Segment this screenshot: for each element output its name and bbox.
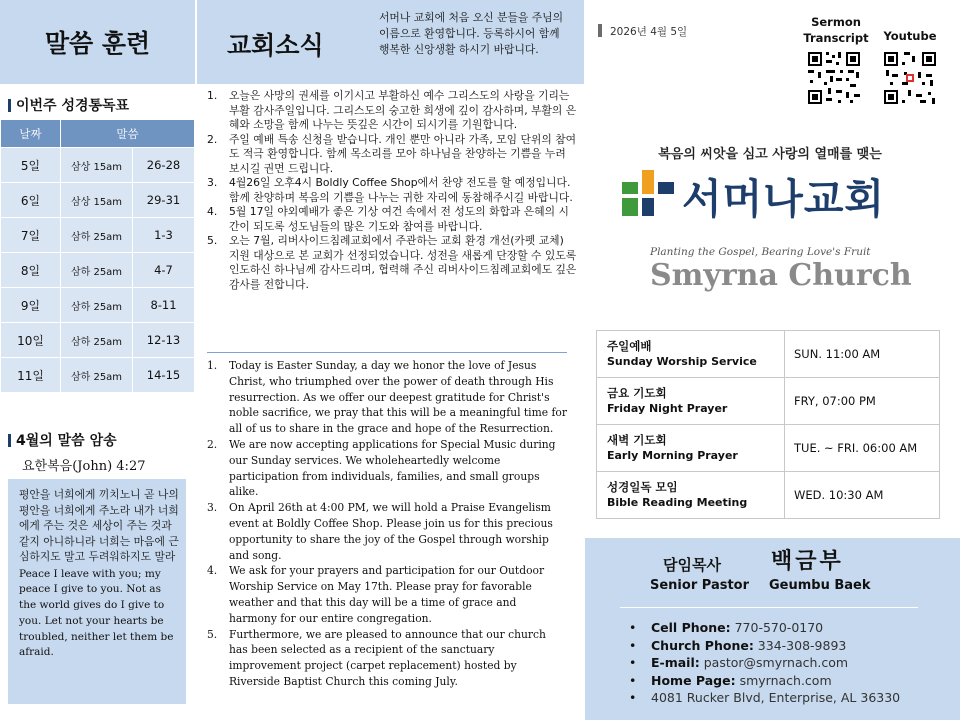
service-time: TUE. ~ FRI. 06:00 AM (785, 425, 940, 472)
news-number: 1. (207, 359, 218, 372)
pastor-title-en: Senior Pastor (650, 578, 750, 593)
reading-chapters: 29-31 (133, 183, 195, 218)
reading-chapters: 14-15 (133, 358, 195, 393)
korean-news-item (207, 176, 577, 205)
english-news-item (207, 627, 567, 690)
memory-en-text: Peace I leave with you; my peace I give to you. Not as the world gives do I give to you. Let not your hearts be troubled, neither let them be afraid. (19, 567, 174, 659)
news-number: 4. (207, 205, 218, 218)
service-row (597, 331, 940, 378)
english-news-item (207, 358, 567, 437)
bullet-icon: • (629, 690, 637, 705)
contact-item (629, 654, 954, 672)
news-text: 오는 7월, 리버사이드침례교회에서 주관하는 교회 환경 개선(카펫 교체) 지원 대상으로 본 교회가 선정되었습니다. 성전을 새롭게 단장할 수 있도록 인도하신 하나님께 감사드리며, 협력해 주신 리버사이드침례교회에도 깊은 감사를 전합니다. (229, 234, 577, 291)
qr2-label: Youtube (883, 29, 937, 43)
reading-row (1, 218, 195, 253)
service-name (597, 472, 785, 519)
reading-table (0, 119, 195, 393)
news-number: 1. (207, 89, 218, 102)
middle-header (197, 0, 584, 84)
bulletin-date: 2026년 4월 5일 (610, 26, 688, 38)
news-text: We ask for your prayers and participation for our Outdoor Worship Service on May 17th. Please pray for favorable weather and that this day will be a time of grace and harmony for our entire congregation. (229, 564, 545, 625)
reading-chapters: 12-13 (133, 323, 195, 358)
korean-news-item (207, 89, 577, 133)
service-name (597, 331, 785, 378)
reading-chapters: 4-7 (133, 253, 195, 288)
contact-item (629, 689, 954, 707)
service-name-en: Bible Reading Meeting (607, 496, 748, 509)
service-name-en: Friday Night Prayer (607, 402, 728, 415)
bullet-icon: • (629, 672, 637, 688)
reading-row (1, 253, 195, 288)
memory-title: 4월의 말씀 암송 (8, 430, 193, 450)
english-news-item (207, 563, 567, 626)
korean-news-item (207, 205, 577, 234)
bullet-icon: • (629, 655, 637, 670)
bullet-icon: • (629, 637, 637, 653)
contact-list (629, 619, 954, 707)
contact-item (629, 619, 954, 637)
english-news-item (207, 437, 567, 500)
contact-item (629, 672, 954, 690)
service-row (597, 425, 940, 472)
reading-row (1, 148, 195, 183)
middle-header-title: 교회소식 (227, 31, 324, 60)
memory-ko-text: 평안을 너희에게 끼치노니 곧 나의 평안을 너희에게 주노라 내가 너희에게 주는 것은 세상이 주는 것과 같지 아니하니라 너희는 마음에 근심하지도 말고 두려워하지도 말라 (19, 488, 179, 563)
welcome-text: 서머나 교회에 처음 오신 분들을 주님의 이름으로 환영합니다. 등록하시어 함께 행복한 신앙생활 하시기 바랍니다. (379, 11, 564, 56)
reading-day: 10일 (1, 323, 61, 358)
service-time: FRY, 07:00 PM (785, 378, 940, 425)
contact-value[interactable]: 770-570-0170 (730, 620, 824, 635)
reading-book: 삼하 25am (61, 218, 133, 253)
news-divider (207, 352, 567, 353)
reading-book: 삼하 25am (61, 253, 133, 288)
service-times-table (596, 330, 940, 519)
church-logo-icon (620, 168, 676, 218)
contact-label: E-mail: (651, 655, 700, 670)
english-news-list (207, 358, 567, 690)
reading-chapters: 26-28 (133, 148, 195, 183)
youtube-qr-code[interactable] (882, 50, 938, 106)
news-text: We are now accepting applications for Special Music during our Sunday services. We wholeheartedly welcome participation from individuals, families, and small groups alike. (229, 437, 556, 499)
reading-chapters: 8-11 (133, 288, 195, 323)
service-name (597, 378, 785, 425)
korean-news-list (207, 89, 577, 292)
contact-item (629, 637, 954, 655)
reading-row (1, 358, 195, 393)
service-name-ko: 주일예배 (607, 339, 652, 353)
reading-book: 삼상 15am (61, 183, 133, 218)
news-number: 2. (207, 437, 218, 451)
service-name (597, 425, 785, 472)
news-number: 3. (207, 176, 218, 189)
sermon-qr-code[interactable] (806, 50, 862, 106)
pastor-title-ko: 담임목사 (663, 556, 721, 574)
news-text: Furthermore, we are pleased to announce that our church has been selected as a recipient of the sanctuary improvement project (carpet replacement) hosted by Riverside Baptist Church this coming July. (229, 627, 546, 688)
service-name-en: Sunday Worship Service (607, 355, 757, 368)
reading-day: 7일 (1, 218, 61, 253)
memory-ref: 요한복음(John) 4:27 (22, 459, 146, 474)
reading-day: 11일 (1, 358, 61, 393)
news-number: 4. (207, 564, 218, 578)
pastor-name-ko: 백금부 (771, 549, 844, 574)
left-header (0, 0, 195, 84)
pastor-divider (620, 607, 918, 608)
service-name-ko: 새벽 기도회 (607, 433, 667, 447)
service-row (597, 472, 940, 519)
memory-box (8, 479, 186, 704)
reading-row (1, 323, 195, 358)
contact-label: Cell Phone: (651, 620, 731, 635)
reading-title: 이번주 성경통독표 (8, 95, 193, 115)
reading-row (1, 183, 195, 218)
reading-book: 삼하 25am (61, 358, 133, 393)
service-name-en: Early Morning Prayer (607, 449, 738, 462)
korean-news-item (207, 234, 577, 292)
col-word: 말씀 (61, 120, 195, 148)
contact-label: Church Phone: (651, 637, 754, 653)
slogan-korean: 복음의 씨앗을 심고 사랑의 열매를 맺는 (658, 147, 882, 162)
contact-value[interactable]: pastor@smyrnach.com (699, 655, 849, 670)
reading-chapters: 1-3 (133, 218, 195, 253)
service-time: WED. 10:30 AM (785, 472, 940, 519)
news-number: 5. (207, 627, 218, 641)
news-number: 3. (207, 501, 218, 515)
reading-book: 삼하 25am (61, 323, 133, 358)
church-name-korean: 서머나교회 (682, 175, 886, 223)
news-number: 2. (207, 132, 218, 146)
left-header-title: 말씀 훈련 (44, 29, 151, 58)
service-time: SUN. 11:00 AM (785, 331, 940, 378)
col-date: 날짜 (1, 120, 61, 148)
news-text: 주일 예배 특송 신청을 받습니다. 개인 뿐만 아니라 가족, 모임 단위의 참여도 적극 환영합니다. 함께 목소리를 모아 하나님을 찬양하는 기쁨을 누려 보시길 권면 드립니다. (229, 132, 577, 175)
news-text: On April 26th at 4:00 PM, we will hold a Praise Evangelism event at Boldly Coffee Shop. Please join us for this precious opportunity to share the joy of the Gospel through worship and song. (229, 501, 553, 562)
contact-label: Home Page: (651, 672, 736, 688)
reading-day: 8일 (1, 253, 61, 288)
bullet-icon: • (629, 620, 637, 635)
news-text: 오늘은 사망의 권세를 이기시고 부활하신 예수 그리스도의 사랑을 기리는 부활 감사주일입니다. 그리스도의 숭고한 희생에 깊이 감사하며, 부활의 은혜와 소망을 함께 나누는 뜻깊은 시간이 되시기를 기원합니다. (229, 89, 577, 131)
contact-value[interactable]: 334-308-9893 (753, 637, 847, 653)
reading-row (1, 288, 195, 323)
contact-value[interactable]: 4081 Rucker Blvd, Enterprise, AL 36330 (651, 690, 901, 705)
service-name-ko: 성경일독 모임 (607, 480, 678, 494)
reading-day: 9일 (1, 288, 61, 323)
news-text: Today is Easter Sunday, a day we honor the love of Jesus Christ, who triumphed over the power of death through His resurrection. As we offer our deepest gratitude for Christ's noble sacrifice, we pray that this will be a meaningful time for all of us to share in the grace and hope of the Resurrection. (229, 359, 567, 436)
date-bar (598, 24, 602, 37)
news-number: 5. (207, 234, 218, 247)
reading-day: 5일 (1, 148, 61, 183)
contact-value[interactable]: smyrnach.com (735, 672, 832, 688)
news-text: 5월 17일 야외예배가 좋은 기상 여건 속에서 전 성도의 화합과 은혜의 시간이 되도록 성도님들의 많은 기도와 참여를 바랍니다. (229, 205, 569, 233)
reading-book: 삼상 15am (61, 148, 133, 183)
church-name-english: Smyrna Church (650, 258, 912, 293)
reading-book: 삼하 25am (61, 288, 133, 323)
english-news-item (207, 500, 567, 563)
service-name-ko: 금요 기도회 (607, 386, 667, 400)
news-text: 4월26일 오후4시 Boldly Coffee Shop에서 찬양 전도를 할 예정입니다. 함께 찬양하며 복음의 기쁨을 나누는 귀한 자리에 동참해주시길 바랍니다. (229, 176, 573, 204)
pastor-name-en: Geumbu Baek (769, 578, 871, 593)
slogan-english: Planting the Gospel, Bearing Love's Fruit (650, 246, 871, 258)
qr1-label: Sermon Transcript (803, 15, 869, 45)
pastor-box (585, 538, 960, 720)
reading-day: 6일 (1, 183, 61, 218)
korean-news-item (207, 133, 577, 177)
service-row (597, 378, 940, 425)
